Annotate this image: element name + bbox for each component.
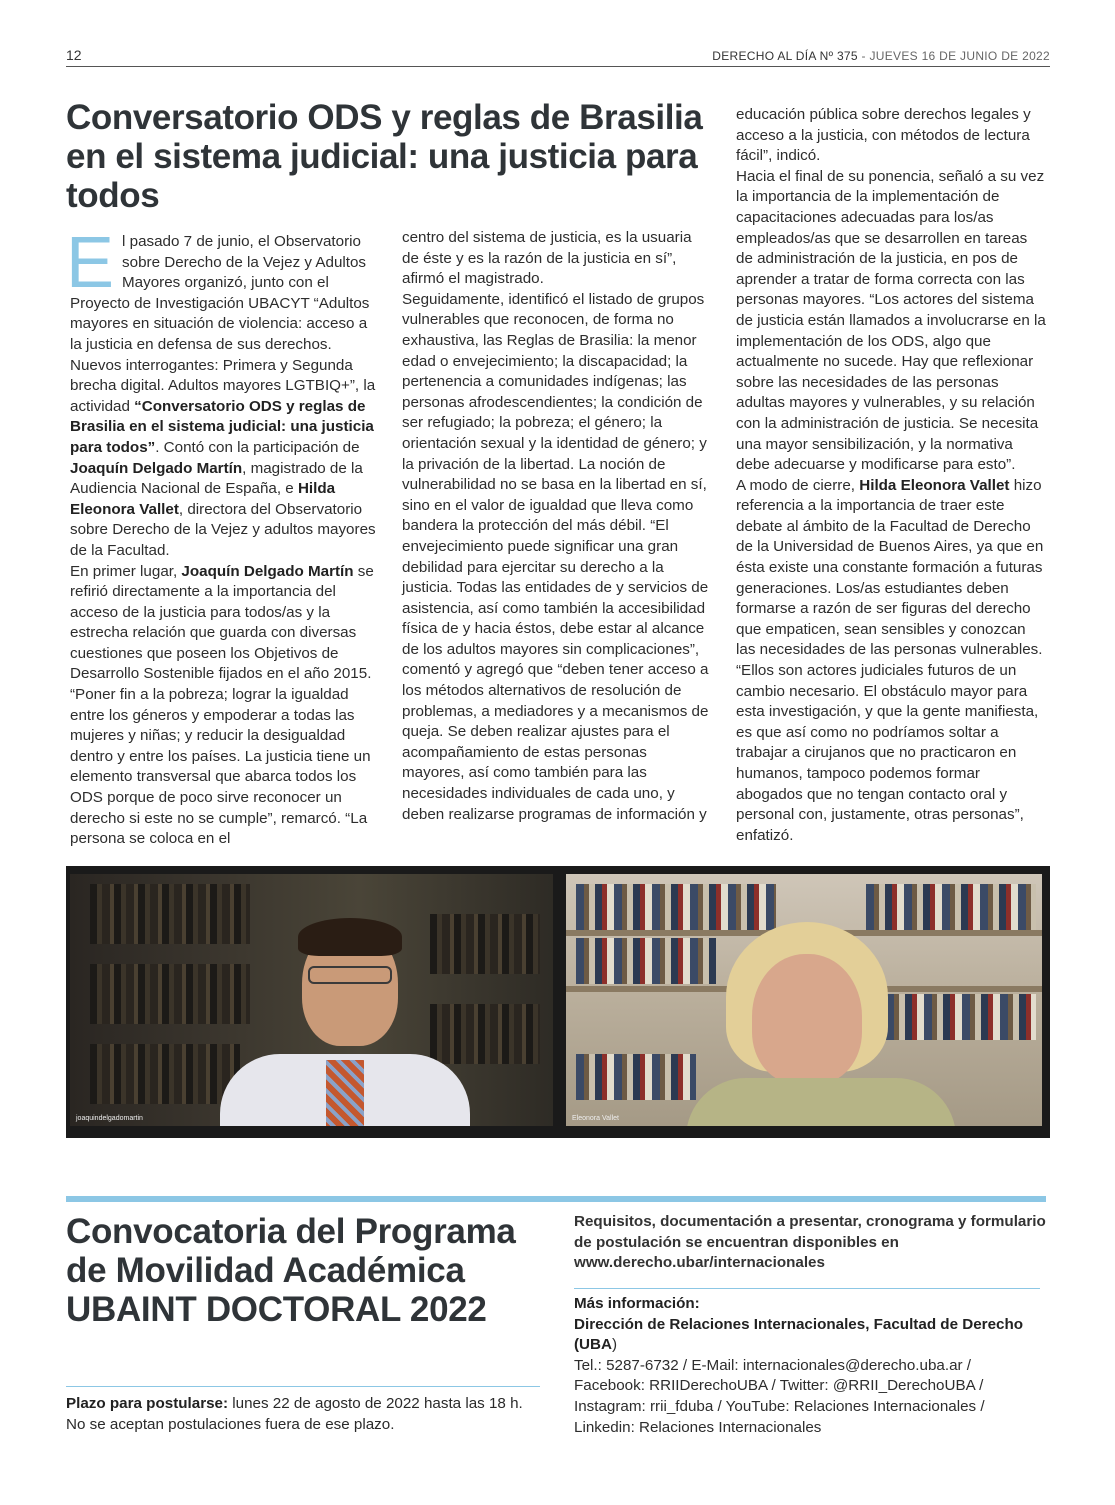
text: , directora del Observatorio sobre Derecho de la Vejez y adultos mayores de la Facultad.	[70, 500, 376, 559]
text: En primer lugar,	[70, 562, 182, 580]
page-number: 12	[66, 47, 82, 63]
bookshelf	[90, 964, 250, 1024]
info-heading	[574, 1294, 1046, 1315]
speaker-name: Joaquín Delgado Martín	[70, 459, 243, 477]
video-call-photo	[66, 866, 1050, 1138]
text: l pasado 7 de junio, el Observatorio sobre Derecho de la Vejez y Adultos Mayores organizó, junto con el Proyecto de Investigación UBACYT “Adultos mayores en situación de violencia: acceso a la justicia en defensa de sus derechos. Nuevos interrogantes: Primera y Segunda brecha digital. Adultos mayores LGTBIQ+”, la actividad	[70, 233, 376, 415]
contact-info	[574, 1294, 1046, 1438]
text: se refirió directamente a la importancia del acceso de la justicia para todos/as y la estrecha relación que guarda con diversas cuestiones que poseen los Objetivos de Desarrollo Sostenible fijados en el año 2015. “Poner fin a la pobreza; lograr la igualdad entre los géneros y empoderar a todas las mujeres y niñas; y reducir la desigualdad dentro y entre los países. La justicia tiene un elemento transversal que abarca todos los ODS porque de poco sirve reconocer un derecho si este no se cumple”, remarcó. “La persona se coloca en el	[70, 562, 374, 848]
participant-label: Eleonora Vallet	[572, 1115, 619, 1122]
man-tie	[326, 1060, 364, 1126]
bookshelf	[576, 1054, 696, 1100]
video-panel-left	[70, 874, 553, 1126]
publication-name: DERECHO AL DÍA Nº 375	[712, 49, 858, 63]
participant-label: joaquindelgadomartin	[76, 1115, 143, 1122]
page-header	[66, 45, 1050, 67]
paragraph: centro del sistema de justicia, es la usuaria de éste y es la razón de la justicia en sí”, afirmó el magistrado.	[402, 229, 692, 288]
paragraph	[736, 476, 1048, 847]
deadline-value: lunes 22 de agosto de 2022 hasta las 18 h. No se aceptan postulaciones fuera de ese plazo.	[66, 1395, 523, 1433]
bookshelf	[886, 994, 1036, 1040]
bookshelf	[430, 1004, 540, 1064]
paragraph	[70, 562, 382, 850]
info-label: Más información:	[574, 1295, 700, 1312]
article-column-2	[402, 228, 712, 825]
paragraph: Seguidamente, identificó el listado de grupos vulnerables que reconocen, de forma no exhaustiva, las Reglas de Brasilia: la menor edad o envejecimiento; la discapacidad; la pertenencia a comunidades indígenas; las personas afrodescendientes; la condición de ser refugiado; la pobreza; el género; la orientación sexual y la identidad de género; y la privación de la libertad. La noción de vulnerabilidad no se basa en la libertad en sí, sino en el valor de igualdad que lleva como bandera la protección del más débil. “El envejecimiento puede significar una gran debilidad para ejercitar su derecho a la justicia. Todas las entidades de y servicios de asistencia, así como también la accesibilidad física de y hacia éstos, debe estar al alcance de los adultos mayores sin complicaciones”, comentó y agregó que “deben tener acceso a los métodos alternativos de resolución de problemas, a mediadores y a mecanismos de queja. Se deben realizar ajustes para el acompañamiento de estas personas mayores, así como también para las necesidades individuales de cada uno, y deben realizarse programas de información y	[402, 290, 709, 823]
paragraph: Hacia el final de su ponencia, señaló a su vez la importancia de la implementación de capacitaciones adecuadas para los/as empleados/as que se desarrollen en tareas de administración de la justicia, en pos de aprender a tratar de forma correcta con las personas mayores. “Los actores del sistema de justicia están llamados a involucrarse en la implementación de los ODS, algo que actualmente no sucede. Hay que reflexionar sobre las necesidades de las personas adultas mayores y vulnerables, y su relación con la administración de justicia. Se necesita una mayor sensibilización, y la normativa debe adecuarse y modificarse para esto”.	[736, 167, 1046, 474]
deadline-label: Plazo para postularse:	[66, 1395, 229, 1412]
glasses	[308, 966, 392, 984]
video-panel-right	[566, 874, 1042, 1126]
requirements-text: Requisitos, documentación a presentar, cronograma y formulario de postulación se encuentran disponibles en www.derecho.ubar/internacionales	[574, 1213, 1046, 1272]
speaker-name: Hilda Eleonora Vallet	[70, 480, 336, 518]
article-title: Conversatorio ODS y reglas de Brasilia en el sistema judicial: una justicia para todos	[66, 98, 703, 215]
announcement-title: Convocatoria del Programa de Movilidad Académica UBAINT DOCTORAL 2022	[66, 1212, 516, 1329]
text: A modo de cierre,	[736, 476, 860, 494]
bookshelf	[866, 884, 1036, 930]
event-name: “Conversatorio ODS y reglas de Brasilia en el sistema judicial: una justicia para todos”	[70, 397, 374, 456]
bookshelf	[576, 938, 716, 984]
speaker-name: Hilda Eleonora Vallet	[859, 476, 1010, 494]
publication-info	[712, 49, 1050, 63]
org-name: Dirección de Relaciones Internacionales, Facultad de Derecho (UBA	[574, 1315, 1024, 1354]
bookshelf	[576, 884, 776, 930]
paragraph: educación pública sobre derechos legales y acceso a la justicia, con métodos de lectura fácil”, indicó.	[736, 106, 1031, 165]
article-column-1	[66, 223, 382, 850]
bookshelf	[90, 884, 250, 944]
drop-cap: E	[66, 223, 115, 303]
section-divider	[66, 1196, 1046, 1202]
info-contacts: Tel.: 5287-6732 / E-Mail: internacionales@derecho.uba.ar / Facebook: RRIIDerechoUBA / Twitter: @RRII_DerechoUBA / Instagram: rrii_fduba / YouTube: Relaciones Internacionales / Linkedin: Relaciones Internacionales	[574, 1356, 985, 1436]
divider	[574, 1288, 1040, 1289]
text: )	[611, 1336, 618, 1354]
man-hair	[298, 918, 402, 956]
publication-separator: -	[857, 49, 870, 63]
info-org	[574, 1315, 1046, 1356]
speaker-name: Joaquín Delgado Martín	[181, 562, 354, 580]
deadline-text	[66, 1394, 546, 1435]
woman-body	[686, 1078, 956, 1126]
bookshelf	[430, 914, 540, 974]
text: hizo referencia a la importancia de traer este debate al ámbito de la Facultad de Derecho de la Universidad de Buenos Aires, ya que en ésta existe una constante formación a futuras generaciones. Los/as estudiantes deben formarse a razón de ser figuras del derecho que empaticen, sean sensibles y conozcan las necesidades de las personas vulnerables. “Ellos son actores judiciales futuros de un cambio necesario. El obstáculo mayor para esta investigación, y que la gente manifiesta, es que así como no podríamos soltar a trabajar a cirujanos que no practicaron en humanos, tampoco podemos formar abogados que no tengan contacto oral y personal con, justamente, otras personas”, enfatizó.	[736, 476, 1044, 844]
divider	[66, 1386, 540, 1387]
publication-date: JUEVES 16 DE JUNIO DE 2022	[869, 49, 1050, 63]
paragraph	[66, 223, 382, 562]
article-column-3	[736, 105, 1048, 846]
woman-head	[752, 954, 862, 1084]
text: , magistrado de la Audiencia Nacional de España, e	[70, 459, 363, 498]
bookshelf	[90, 1044, 240, 1104]
text: . Contó con la participación de	[155, 438, 360, 456]
